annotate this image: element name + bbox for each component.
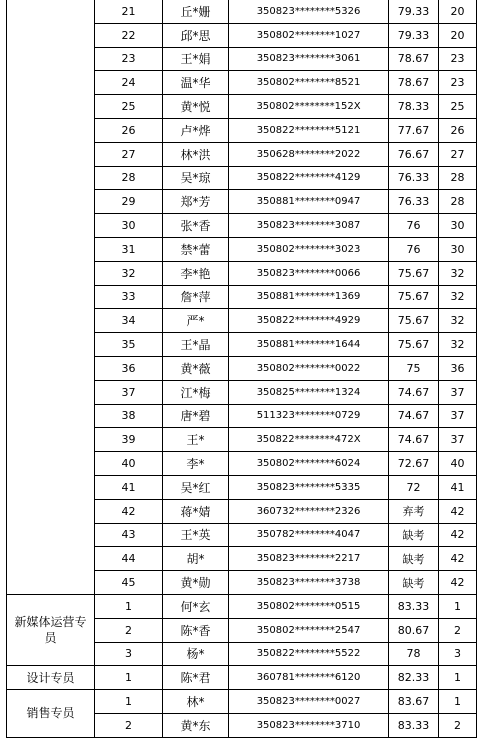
rank: 23 — [439, 71, 477, 95]
id-number: 350823********3087 — [229, 214, 389, 238]
candidate-name: 邱*思 — [163, 23, 229, 47]
rank: 25 — [439, 95, 477, 119]
candidate-name: 吴*琼 — [163, 166, 229, 190]
rank: 28 — [439, 166, 477, 190]
row-number: 40 — [95, 452, 163, 476]
id-number: 350802********152X — [229, 95, 389, 119]
candidate-name: 李*艳 — [163, 261, 229, 285]
row-number: 41 — [95, 475, 163, 499]
score: 缺考 — [389, 547, 439, 571]
row-number: 42 — [95, 499, 163, 523]
candidate-name: 王*娟 — [163, 47, 229, 71]
score: 79.33 — [389, 0, 439, 23]
candidate-name: 温*华 — [163, 71, 229, 95]
id-number: 350823********3710 — [229, 713, 389, 737]
rank: 2 — [439, 713, 477, 737]
rank: 40 — [439, 452, 477, 476]
score: 74.67 — [389, 380, 439, 404]
candidate-name: 蒋*婧 — [163, 499, 229, 523]
candidate-name: 詹*萍 — [163, 285, 229, 309]
rank: 23 — [439, 47, 477, 71]
candidate-name: 李* — [163, 452, 229, 476]
id-number: 350823********3738 — [229, 571, 389, 595]
score: 74.67 — [389, 428, 439, 452]
candidate-name: 黄*东 — [163, 713, 229, 737]
rank: 32 — [439, 333, 477, 357]
candidate-name: 唐*碧 — [163, 404, 229, 428]
rank: 2 — [439, 618, 477, 642]
row-number: 44 — [95, 547, 163, 571]
candidate-name: 王*英 — [163, 523, 229, 547]
score: 80.67 — [389, 618, 439, 642]
id-number: 350823********5326 — [229, 0, 389, 23]
row-number: 21 — [95, 0, 163, 23]
candidate-name: 杨* — [163, 642, 229, 666]
row-number: 23 — [95, 47, 163, 71]
id-number: 350822********4929 — [229, 309, 389, 333]
rank: 32 — [439, 285, 477, 309]
score: 76.33 — [389, 190, 439, 214]
rank: 1 — [439, 666, 477, 690]
id-number: 350822********472X — [229, 428, 389, 452]
rank: 32 — [439, 309, 477, 333]
score: 83.33 — [389, 594, 439, 618]
row-number: 43 — [95, 523, 163, 547]
score: 75.67 — [389, 309, 439, 333]
score: 72 — [389, 475, 439, 499]
id-number: 360732********2326 — [229, 499, 389, 523]
score: 77.67 — [389, 118, 439, 142]
id-number: 350802********6024 — [229, 452, 389, 476]
rank: 37 — [439, 428, 477, 452]
row-number: 39 — [95, 428, 163, 452]
candidate-name: 丘*姗 — [163, 0, 229, 23]
row-number: 34 — [95, 309, 163, 333]
row-number: 26 — [95, 118, 163, 142]
id-number: 350822********5522 — [229, 642, 389, 666]
row-number: 24 — [95, 71, 163, 95]
score: 79.33 — [389, 23, 439, 47]
score: 缺考 — [389, 523, 439, 547]
candidate-name: 郑*芳 — [163, 190, 229, 214]
id-number: 350823********0027 — [229, 690, 389, 714]
score: 78.67 — [389, 47, 439, 71]
rank: 37 — [439, 380, 477, 404]
rank: 26 — [439, 118, 477, 142]
row-number: 32 — [95, 261, 163, 285]
row-number: 1 — [95, 690, 163, 714]
candidate-name: 禁*蕾 — [163, 237, 229, 261]
score: 72.67 — [389, 452, 439, 476]
candidate-name: 吴*红 — [163, 475, 229, 499]
score: 75.67 — [389, 261, 439, 285]
rank: 36 — [439, 356, 477, 380]
candidate-name: 何*玄 — [163, 594, 229, 618]
score: 78.33 — [389, 95, 439, 119]
rank: 20 — [439, 23, 477, 47]
candidate-name: 王*晶 — [163, 333, 229, 357]
score: 76 — [389, 237, 439, 261]
row-number: 2 — [95, 713, 163, 737]
id-number: 350782********4047 — [229, 523, 389, 547]
id-number: 350802********8521 — [229, 71, 389, 95]
rank: 30 — [439, 237, 477, 261]
candidate-name: 陈*香 — [163, 618, 229, 642]
row-number: 45 — [95, 571, 163, 595]
rank: 42 — [439, 571, 477, 595]
score: 76 — [389, 214, 439, 238]
row-number: 1 — [95, 594, 163, 618]
score: 78.67 — [389, 71, 439, 95]
score: 缺考 — [389, 571, 439, 595]
candidate-name: 严* — [163, 309, 229, 333]
rank: 42 — [439, 523, 477, 547]
position-cell: 销售专员 — [7, 690, 95, 738]
candidate-name: 胡* — [163, 547, 229, 571]
results-table — [6, 0, 477, 738]
candidate-name: 卢*烨 — [163, 118, 229, 142]
candidate-name: 林* — [163, 690, 229, 714]
rank: 37 — [439, 404, 477, 428]
candidate-name: 黄*薇 — [163, 356, 229, 380]
row-number: 22 — [95, 23, 163, 47]
row-number: 36 — [95, 356, 163, 380]
score: 83.67 — [389, 690, 439, 714]
position-cell: 设计专员 — [7, 666, 95, 690]
row-number: 30 — [95, 214, 163, 238]
table-row — [7, 666, 477, 690]
rank: 42 — [439, 547, 477, 571]
position-cell-continued — [7, 0, 95, 594]
score: 75.67 — [389, 285, 439, 309]
rank: 42 — [439, 499, 477, 523]
candidate-name: 江*梅 — [163, 380, 229, 404]
score: 75.67 — [389, 333, 439, 357]
id-number: 350822********5121 — [229, 118, 389, 142]
row-number: 29 — [95, 190, 163, 214]
id-number: 350628********2022 — [229, 142, 389, 166]
results-table-body — [7, 0, 477, 737]
id-number: 350802********0515 — [229, 594, 389, 618]
id-number: 350881********1369 — [229, 285, 389, 309]
candidate-name: 陈*君 — [163, 666, 229, 690]
rank: 1 — [439, 690, 477, 714]
row-number: 27 — [95, 142, 163, 166]
id-number: 350823********3061 — [229, 47, 389, 71]
id-number: 350802********3023 — [229, 237, 389, 261]
score: 弃考 — [389, 499, 439, 523]
score: 82.33 — [389, 666, 439, 690]
id-number: 350823********2217 — [229, 547, 389, 571]
rank: 28 — [439, 190, 477, 214]
candidate-name: 林*洪 — [163, 142, 229, 166]
row-number: 1 — [95, 666, 163, 690]
id-number: 350823********5335 — [229, 475, 389, 499]
candidate-name: 张*香 — [163, 214, 229, 238]
row-number: 31 — [95, 237, 163, 261]
rank: 30 — [439, 214, 477, 238]
row-number: 38 — [95, 404, 163, 428]
id-number: 350822********4129 — [229, 166, 389, 190]
id-number: 350802********2547 — [229, 618, 389, 642]
table-row — [7, 594, 477, 618]
score: 78 — [389, 642, 439, 666]
id-number: 350823********0066 — [229, 261, 389, 285]
candidate-name: 黄*勋 — [163, 571, 229, 595]
score: 74.67 — [389, 404, 439, 428]
candidate-name: 黄*悦 — [163, 95, 229, 119]
id-number: 360781********6120 — [229, 666, 389, 690]
score: 83.33 — [389, 713, 439, 737]
id-number: 350802********0022 — [229, 356, 389, 380]
table-row — [7, 690, 477, 714]
score: 75 — [389, 356, 439, 380]
row-number: 2 — [95, 618, 163, 642]
row-number: 37 — [95, 380, 163, 404]
score: 76.67 — [389, 142, 439, 166]
score: 76.33 — [389, 166, 439, 190]
row-number: 3 — [95, 642, 163, 666]
position-cell: 新媒体运营专员 — [7, 594, 95, 665]
rank: 3 — [439, 642, 477, 666]
candidate-name: 王* — [163, 428, 229, 452]
row-number: 33 — [95, 285, 163, 309]
row-number: 35 — [95, 333, 163, 357]
rank: 32 — [439, 261, 477, 285]
id-number: 511323********0729 — [229, 404, 389, 428]
rank: 41 — [439, 475, 477, 499]
rank: 1 — [439, 594, 477, 618]
row-number: 28 — [95, 166, 163, 190]
id-number: 350802********1027 — [229, 23, 389, 47]
table-row — [7, 0, 477, 23]
id-number: 350881********1644 — [229, 333, 389, 357]
rank: 27 — [439, 142, 477, 166]
id-number: 350825********1324 — [229, 380, 389, 404]
row-number: 25 — [95, 95, 163, 119]
id-number: 350881********0947 — [229, 190, 389, 214]
rank: 20 — [439, 0, 477, 23]
